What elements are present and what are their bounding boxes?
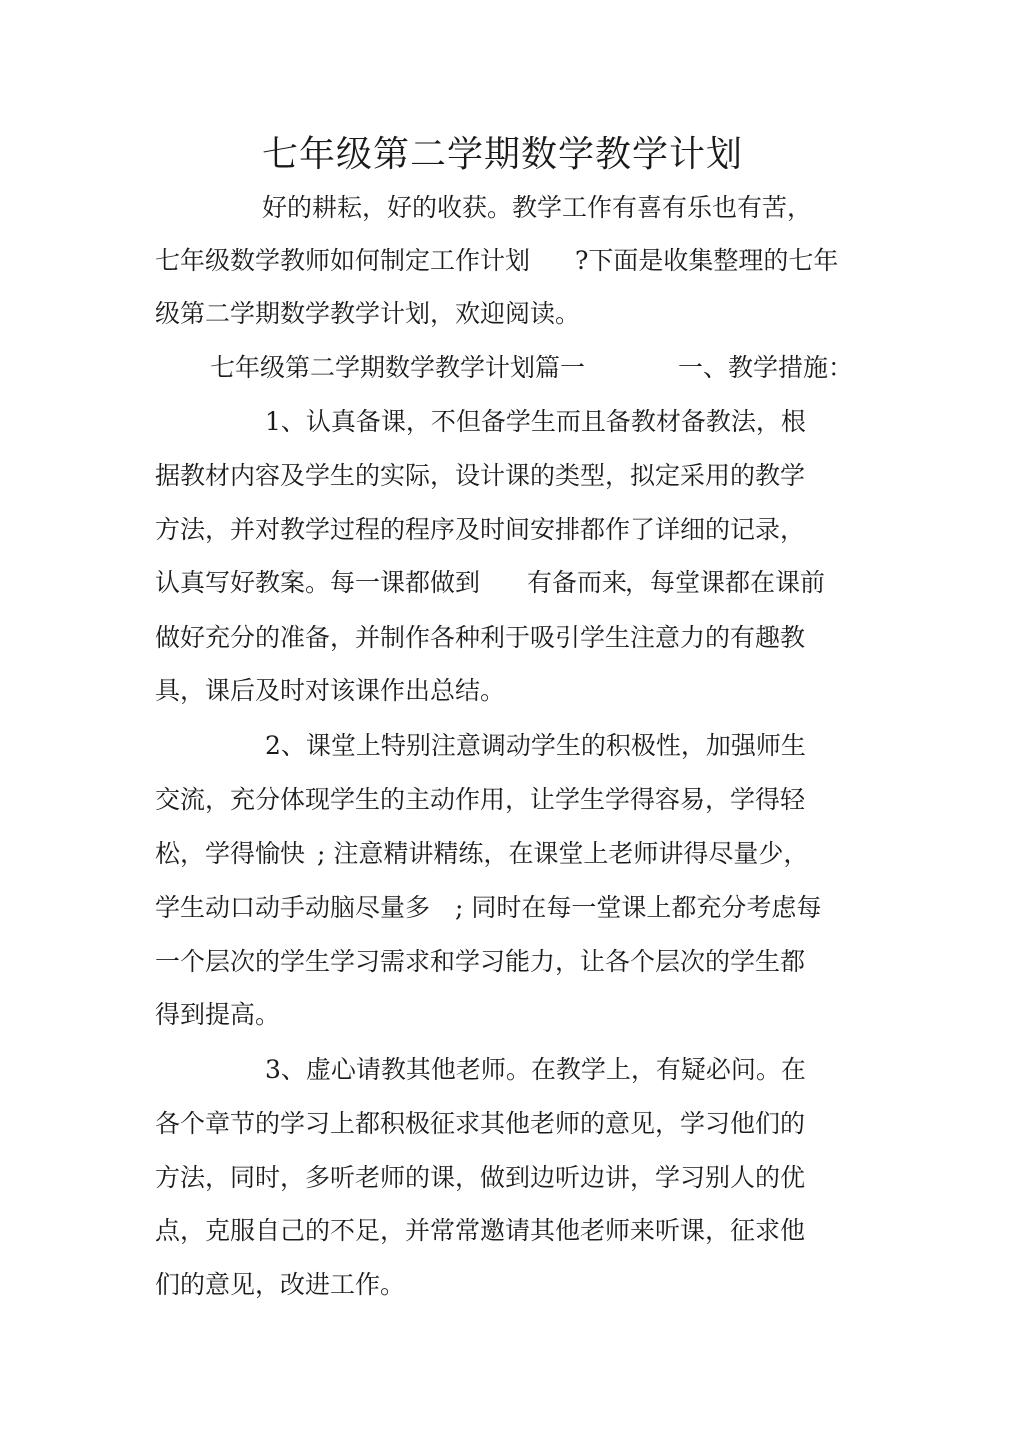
item1-line-2: 据教材内容及学生的实际，设计课的类型，拟定采用的教学 (155, 461, 806, 490)
intro-line-3: 级第二学期数学教学计划，欢迎阅读。 (155, 299, 581, 328)
item2-line-2: 交流，充分体现学生的主动作用，让学生学得容易，学得轻 (155, 785, 806, 814)
item3-line-2: 各个章节的学习上都积极征求其他老师的意见，学习他们的 (155, 1109, 806, 1138)
section-heading (210, 350, 854, 386)
intro-line-1: 好的耕耘，好的收获。教学工作有喜有乐也有苦， (262, 193, 813, 222)
item1-line-6: 具，课后及时对该课作出总结。 (155, 676, 506, 705)
item2-line-4-part-b: ; 同时在每一堂课上都充分考虑每 (455, 893, 822, 922)
item3-line-5: 们的意见，改进工作。 (155, 1270, 406, 1299)
item3-line-3: 方法，同时，多听老师的课，做到边听边讲，学习别人的优 (155, 1163, 806, 1192)
item1-line-1: 1、认真备课，不但备学生而且备教材备教法，根 (265, 407, 806, 436)
item3-line-1: 3、虚心请教其他老师。在教学上，有疑必问。在 (265, 1055, 806, 1084)
item3-line-4: 点，克服自己的不足，并常常邀请其他老师来听课，征求他 (155, 1216, 806, 1245)
section-heading-title: 七年级第二学期数学教学计划篇一 (210, 353, 586, 382)
item2-line-4 (155, 890, 855, 926)
item1-line-5: 做好充分的准备，并制作各种利于吸引学生注意力的有趣教 (155, 623, 806, 652)
intro-line-2-part-b: ?下面是收集整理的七年 (575, 246, 839, 275)
item1-line-4 (155, 565, 855, 601)
item2-line-3-part-b: ; 注意精讲精练，在课堂上老师讲得尽量少， (317, 839, 809, 868)
item1-line-4-part-a: 认真写好教案。每一课都做到 (155, 568, 481, 597)
document-title: 七年级第二学期数学教学计划 (262, 134, 744, 175)
intro-line-2 (155, 243, 855, 279)
section-heading-subtitle: 一、教学措施： (678, 353, 854, 382)
intro-line-2-part-a: 七年级数学教师如何制定工作计划 (155, 246, 531, 275)
item1-line-3: 方法，并对教学过程的程序及时间安排都作了详细的记录， (155, 515, 806, 544)
item2-line-1: 2、课堂上特别注意调动学生的积极性，加强师生 (265, 731, 806, 760)
item2-line-3 (155, 836, 855, 872)
item2-line-6: 得到提高。 (155, 1000, 281, 1029)
item1-line-4-part-c: ，每堂课都在课前 (625, 568, 826, 597)
item2-line-4-part-a: 学生动口动手动脑尽量多 (155, 893, 431, 922)
item1-line-4-part-b: 有备而来 (527, 568, 628, 597)
item2-line-5: 一个层次的学生学习需求和学习能力，让各个层次的学生都 (155, 947, 806, 976)
item2-line-3-part-a: 松，学得愉快 (155, 839, 306, 868)
